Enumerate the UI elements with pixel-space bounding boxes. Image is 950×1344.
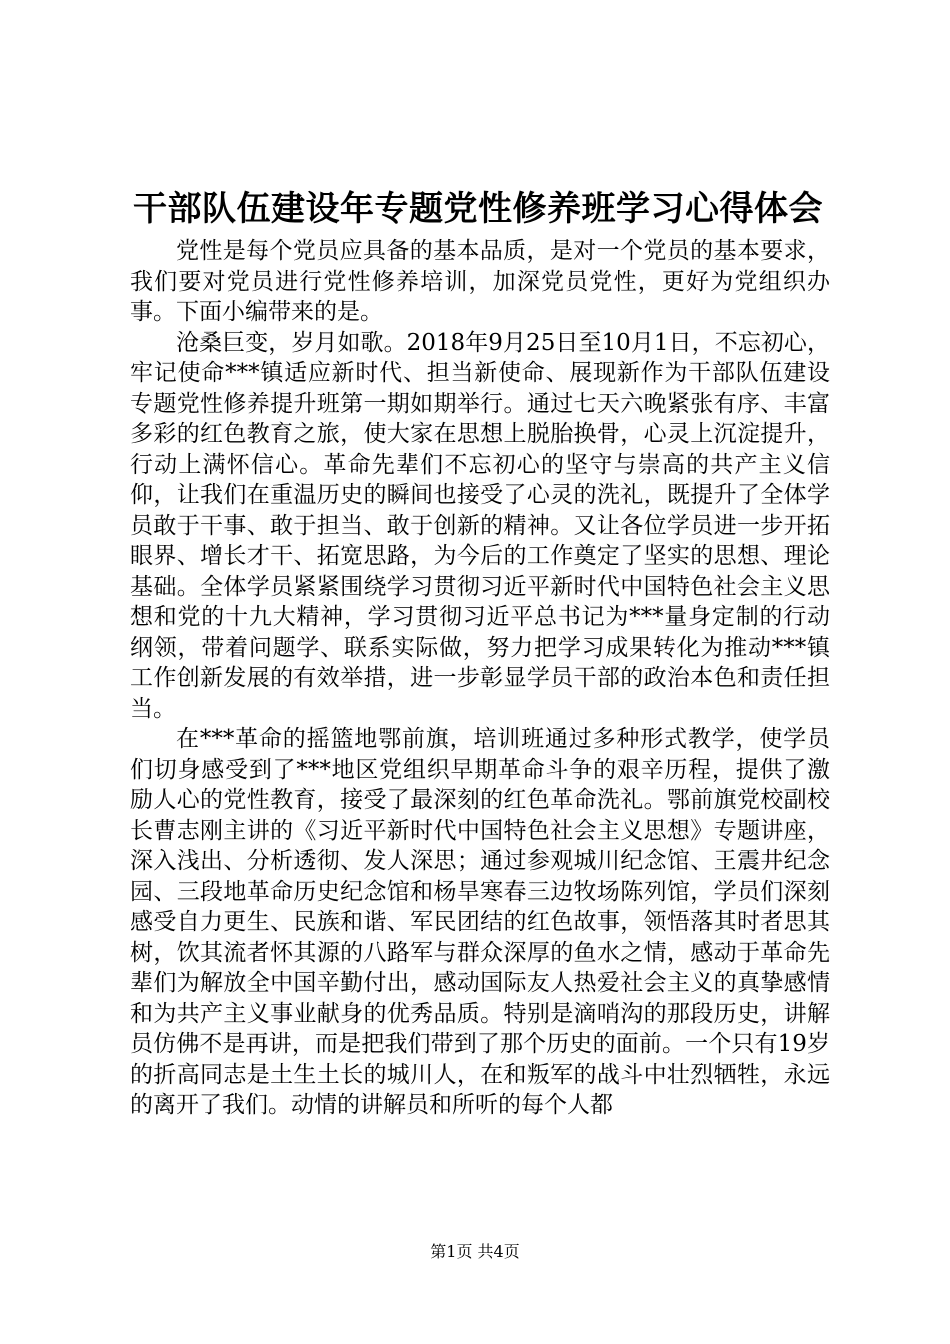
document-title: 干部队伍建设年专题党性修养班学习心得体会 <box>133 189 823 229</box>
document-body <box>130 236 830 1121</box>
paragraph-3: 在***革命的摇篮地鄂前旗，培训班通过多种形式教学，使学员们切身感受到了***地区党组织早期革命斗争的艰辛历程，提供了激励人心的党性教育，接受了最深刻的红色革命洗礼。鄂前旗党校副校长曹志刚主讲的《习近平新时代中国特色社会主义思想》专题讲座，深入浅出、分析透彻、发人深思；通过参观城川纪念馆、王震井纪念园、三段地革命历史纪念馆和杨旱寒春三边牧场陈列馆，学员们深刻感受自力更生、民族和谐、军民团结的红色故事，领悟落其时者思其树，饮其流者怀其源的八路军与群众深厚的鱼水之情，感动于革命先辈们为解放全中国辛勤付出，感动国际友人热爱社会主义的真挚感情和为共产主义事业献身的优秀品质。特别是滴哨沟的那段历史，讲解员仿佛不是再讲，而是把我们带到了那个历史的面前。一个只有19岁的折高同志是土生土长的城川人，在和叛军的战斗中壮烈牺牲，永远的离开了我们。动情的讲解员和所听的每个人都 <box>130 726 830 1118</box>
paragraph-2: 沧桑巨变，岁月如歌。2018年9月25日至10月1日，不忘初心，牢记使命***镇适应新时代、担当新使命、展现新作为干部队伍建设专题党性修养提升班第一期如期举行。通过七天六晚紧张有序、丰富多彩的红色教育之旅，使大家在思想上脱胎换骨，心灵上沉淀提升，行动上满怀信心。革命先辈们不忘初心的坚守与崇高的共产主义信仰，让我们在重温历史的瞬间也接受了心灵的洗礼，既提升了全体学员敢于干事、敢于担当、敢于创新的精神。又让各位学员进一步开拓眼界、增长才干、拓宽思路，为今后的工作奠定了坚实的思想、理论基础。全体学员紧紧围绕学习贯彻习近平新时代中国特色社会主义思想和党的十九大精神，学习贯彻习近平总书记为***量身定制的行动纲领，带着问题学、联系实际做，努力把学习成果转化为推动***镇工作创新发展的有效举措，进一步彰显学员干部的政治本色和责任担当。 <box>130 329 830 722</box>
paragraph-1: 党性是每个党员应具备的基本品质，是对一个党员的基本要求，我们要对党员进行党性修养培训，加深党员党性，更好为党组织办事。下面小编带来的是。 <box>130 238 830 325</box>
page-number-footer: 第1页 共4页 <box>430 1242 520 1261</box>
